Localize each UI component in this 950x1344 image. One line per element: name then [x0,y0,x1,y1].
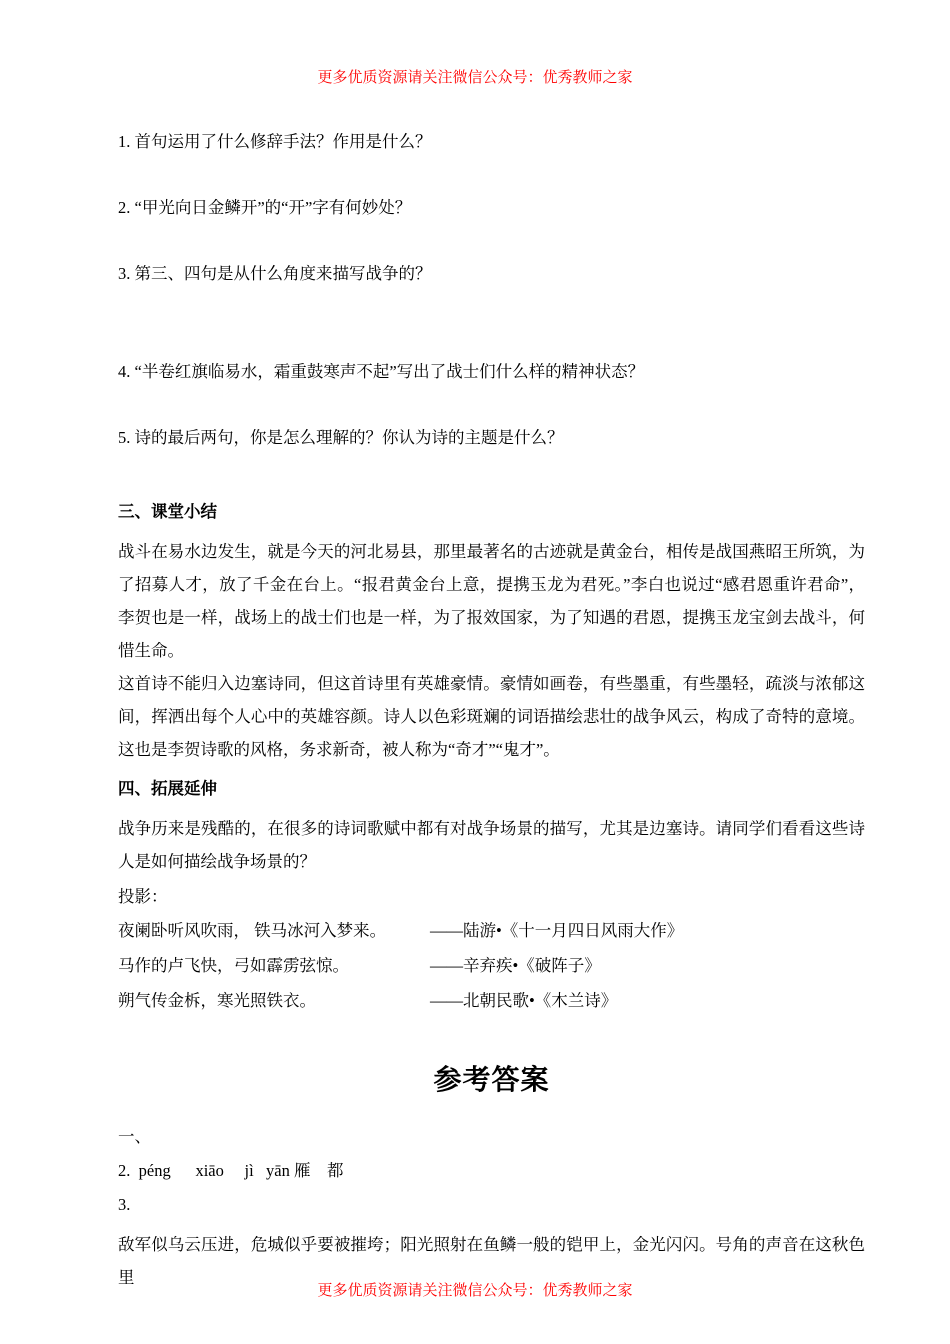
question-4: 4. “半卷红旗临易水，霜重鼓寒声不起”写出了战士们什么样的精神状态？ [118,362,645,381]
summary-paragraph-1: 战斗在易水边发生，就是今天的河北易县，那里最著名的古迹就是黄金台，相传是战国燕昭王所筑，为了招募人才，放了千金在台上。“报君黄金台上意，提携玉龙为君死。”李白也说过“感君恩重许君命”，李贺也是一样，战场上的战士们也是一样，为了报效国家，为了知遇的君恩，提携玉龙宝剑去战斗，何惜生命。 [118,542,865,660]
projection-label: 投影： [118,887,168,906]
quote-line: 朔气传金柝，寒光照铁衣。 [118,991,316,1010]
answer-item-2: 2. péng xiāo jì yān 雁 都 [118,1161,344,1180]
question-5: 5. 诗的最后两句，你是怎么理解的？你认为诗的主题是什么？ [118,428,564,447]
header-note: 更多优质资源请关注微信公众号：优秀教师之家 [317,70,633,86]
quote-row [118,913,865,948]
extension-heading: 四、拓展延伸 [118,779,217,798]
summary-heading: 三、课堂小结 [118,502,217,521]
quote-row [118,983,865,1018]
quote-source: ——陆游•《十一月四日风雨大作》 [430,921,684,940]
question-3: 3. 第三、四句是从什么角度来描写战争的？ [118,264,432,283]
quote-row [118,948,865,983]
answer-item-3: 3. [118,1195,131,1214]
question-1: 1. 首句运用了什么修辞手法？作用是什么？ [118,132,432,151]
quote-line: 夜阑卧听风吹雨， 铁马冰河入梦来。 [118,921,387,940]
answer-item-3-text: 敌军似乌云压进，危城似乎要被摧垮；阳光照射在鱼鳞一般的铠甲上，金光闪闪。号角的声音在这秋色里 [118,1235,865,1287]
question-2: 2. “甲光向日金鳞开”的“开”字有何妙处？ [118,198,412,217]
quote-source: ——辛弃疾•《破阵子》 [430,956,601,975]
answers-title: 参考答案 [433,1065,550,1096]
answer-item-1: 一、 [118,1127,151,1146]
quote-source: ——北朝民歌•《木兰诗》 [430,991,618,1010]
quote-line: 马作的卢飞快，弓如霹雳弦惊。 [118,956,349,975]
footer-note: 更多优质资源请关注微信公众号：优秀教师之家 [317,1283,633,1299]
extension-intro: 战争历来是残酷的，在很多的诗词歌赋中都有对战争场景的描写，尤其是边塞诗。请同学们看看这些诗人是如何描绘战争场景的？ [118,819,865,871]
summary-paragraph-2: 这首诗不能归入边塞诗同，但这首诗里有英雄豪情。豪情如画卷，有些墨重，有些墨轻，疏淡与浓郁这间，挥洒出每个人心中的英雄容颜。诗人以色彩斑斓的词语描绘悲壮的战争风云，构成了奇特的意境。这也是李贺诗歌的风格，务求新奇，被人称为“奇才”“鬼才”。 [118,674,865,759]
